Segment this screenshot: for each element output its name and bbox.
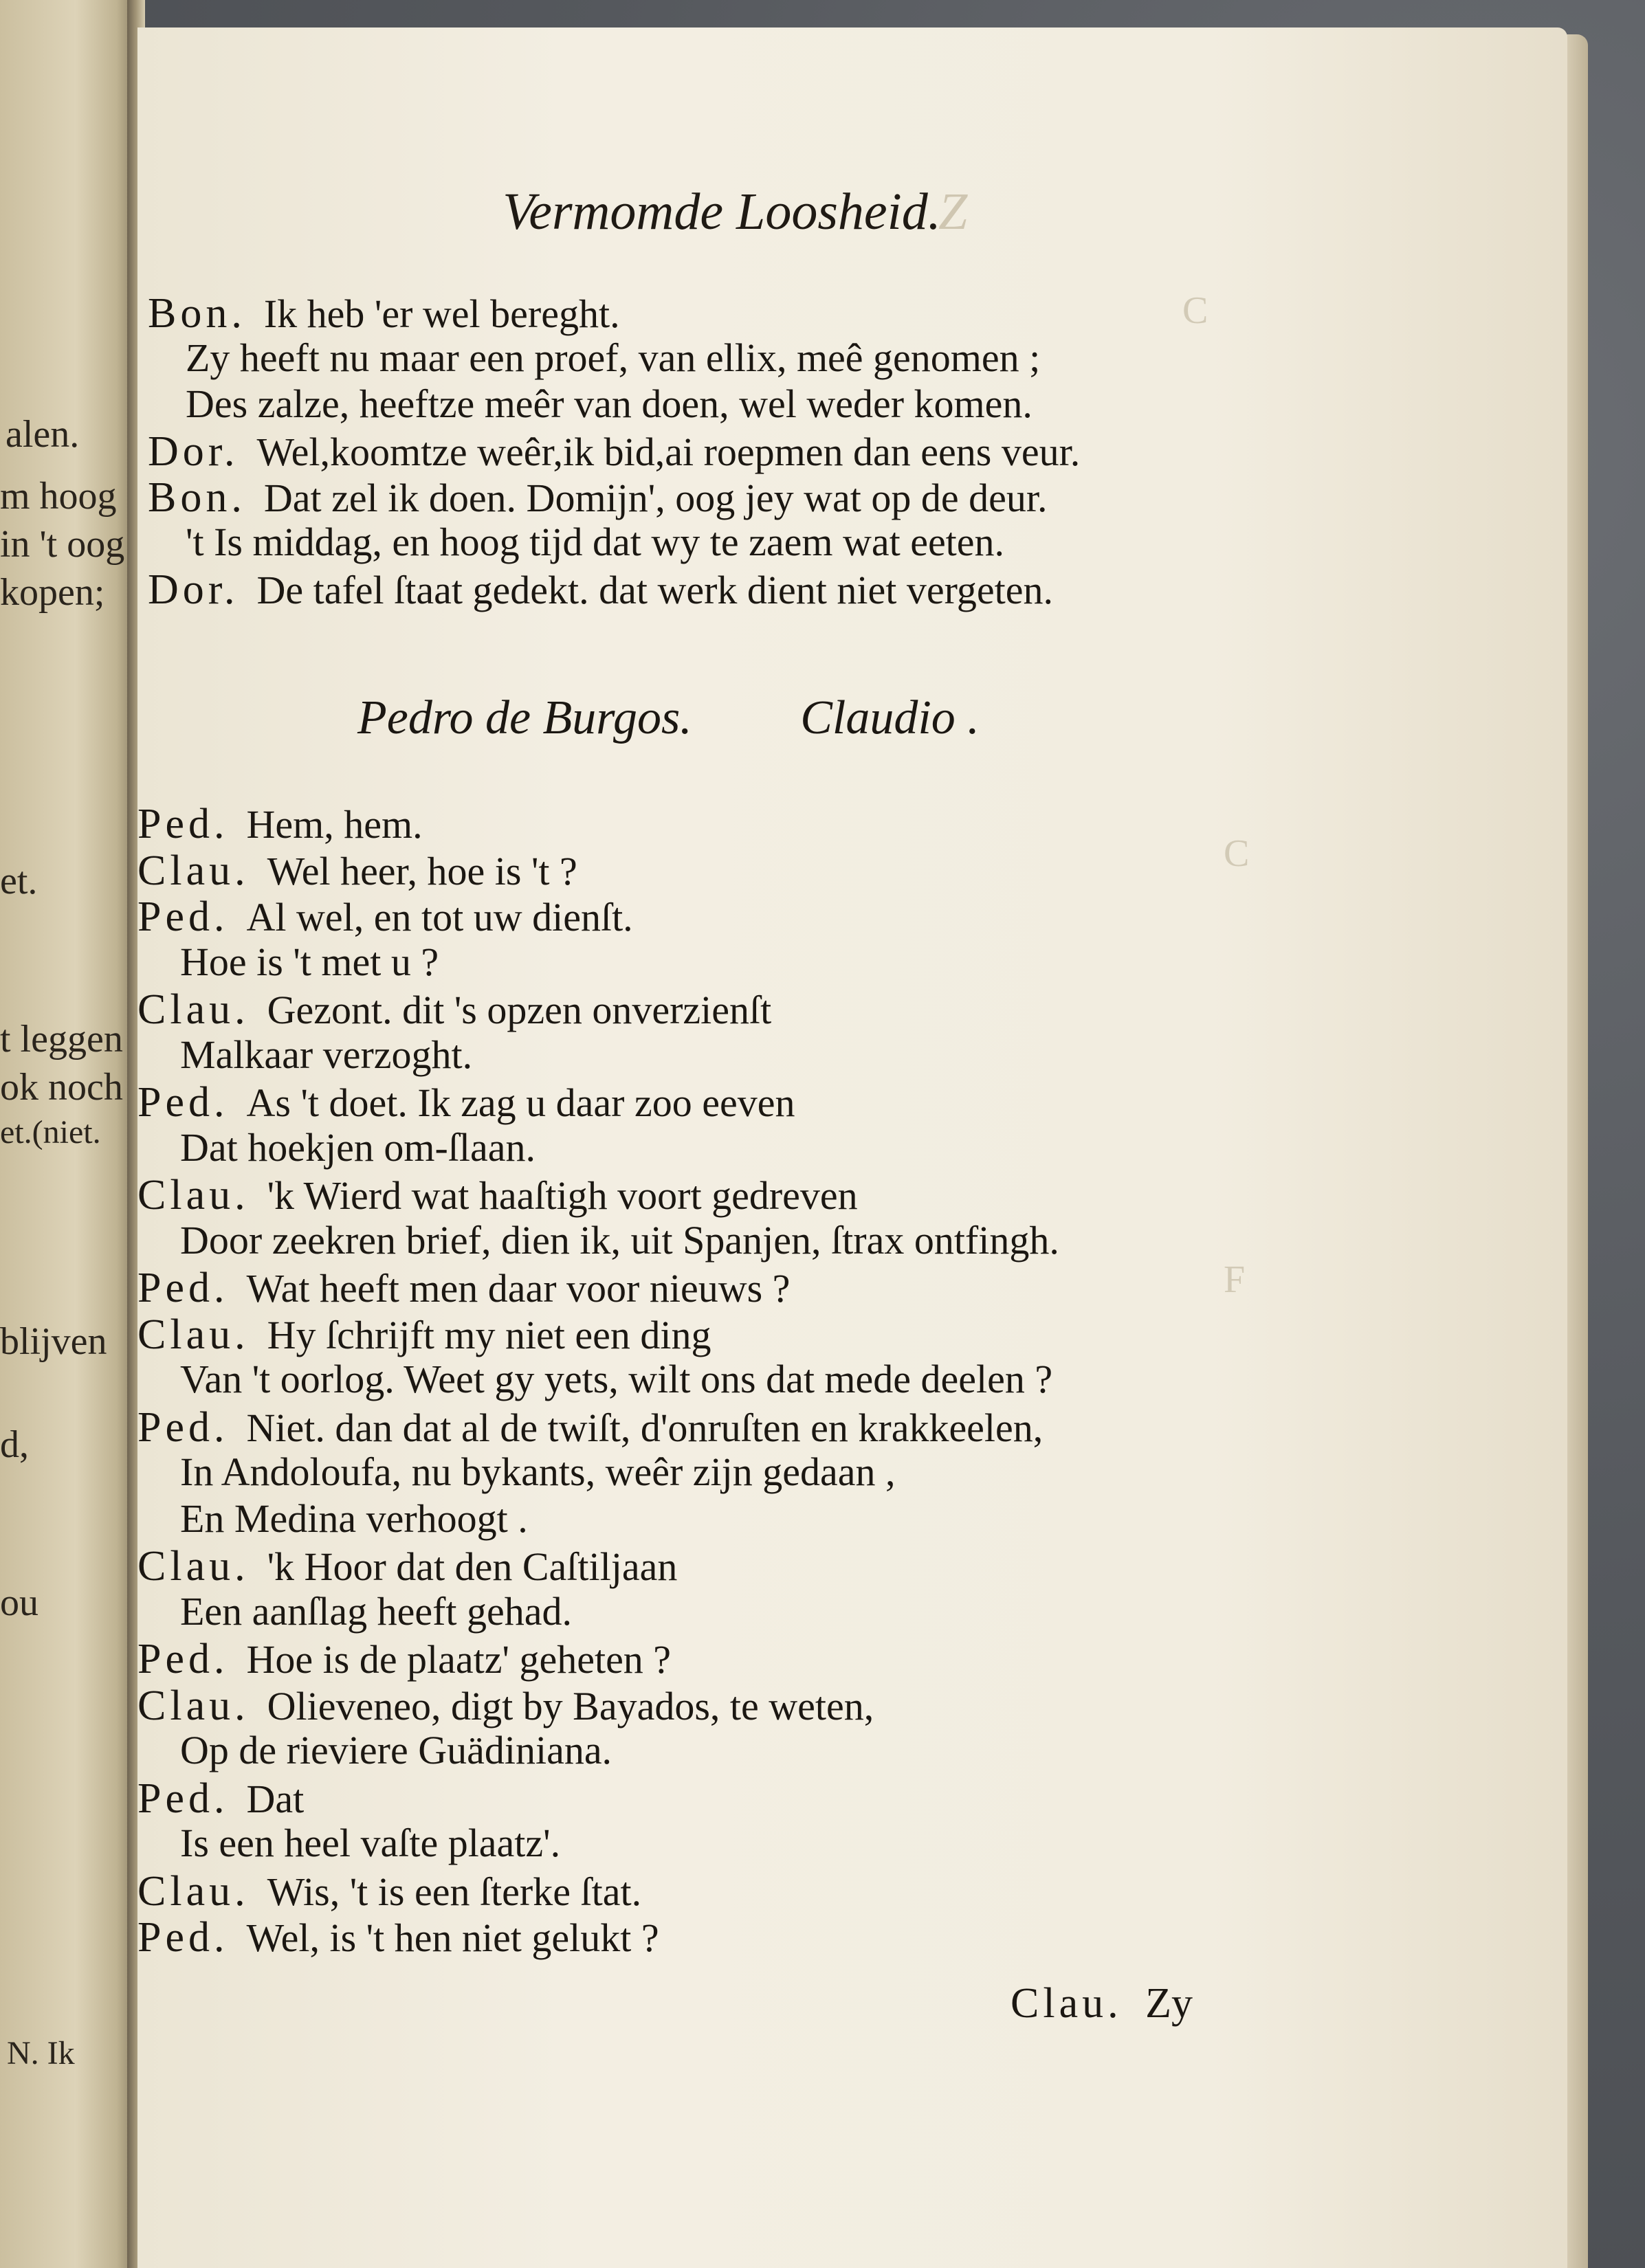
facing-fragment: blijven: [0, 1320, 107, 1363]
facing-fragment: in 't oog: [0, 523, 125, 566]
dialogue-line: [137, 803, 423, 845]
line-text: Van 't oorlog. Weet gy yets, wilt ons dat mede deelen ?: [180, 1357, 1053, 1401]
dialogue-line: [180, 1217, 1059, 1263]
dialogue-line: [148, 292, 620, 335]
line-text: Des zalze, heeftze meêr van doen, wel weder komen.: [186, 381, 1033, 426]
speaker-name: Clau.: [137, 1867, 250, 1915]
dialogue-line: [137, 988, 771, 1031]
line-text: Op de rieviere Guädiniana.: [180, 1728, 612, 1772]
dialogue-line: [180, 1032, 473, 1077]
running-head: Vermomde Loosheid.: [503, 183, 941, 241]
speaker-name: Bon.: [148, 290, 246, 337]
dialogue-line: [180, 1728, 612, 1772]
line-text: Dat zel ik doen. Domijn', oog jey wat op de deur.: [263, 476, 1048, 520]
speaker-name: Clau.: [137, 1543, 250, 1590]
dialogue-line: [186, 335, 1041, 380]
facing-fragment: N. Ik: [7, 2035, 75, 2071]
dialogue-line: [180, 1823, 560, 1863]
dialogue-line: [180, 1359, 1052, 1399]
show-through-mark: C: [1182, 289, 1208, 332]
line-text: Malkaar verzoght.: [180, 1032, 473, 1077]
dialogue-line: [148, 430, 1080, 473]
catchword: [1011, 1979, 1193, 2028]
line-text: Hy ſchrijft my niet een ding: [267, 1312, 711, 1357]
line-text: 'k Wierd wat haaſtigh voort gedreven: [267, 1173, 858, 1218]
dialogue-line: [180, 1496, 528, 1541]
line-text: Door zeekren brief, dien ik, uit Spanjen, ſtrax ontfingh.: [180, 1217, 1059, 1263]
line-text: Dat: [246, 1776, 305, 1821]
dialogue-line: [186, 522, 1004, 562]
line-text: Olieveneo, digt by Bayados, te weten,: [267, 1683, 874, 1728]
line-text: In Andoloufa, nu bykants, weêr zijn gedaan ,: [180, 1449, 896, 1494]
speaker-name: Clau.: [137, 986, 250, 1033]
speaker-name: Clau.: [137, 847, 250, 894]
line-text: Wel, is 't hen niet gelukt ?: [246, 1915, 659, 1960]
speaker-name: Ped.: [137, 1265, 229, 1311]
line-text: 'k Hoor dat den Caſtiljaan: [267, 1544, 678, 1589]
dialogue-line: [180, 1124, 536, 1170]
line-text: Wel heer, hoe is 't ?: [267, 848, 577, 893]
line-text: De tafel ſtaat gedekt. dat werk dient niet vergeten.: [256, 568, 1053, 612]
facing-fragment: et.(niet.: [0, 1114, 101, 1150]
line-text: Hoe is 't met u ?: [180, 939, 439, 984]
speaker-name: Clau.: [137, 1682, 250, 1729]
dialogue-line: [137, 1403, 1044, 1451]
facing-fragment: et.: [0, 860, 38, 902]
line-text: Wis, 't is een ſterke ſtat.: [267, 1869, 642, 1914]
speaker-name: Ped.: [137, 1636, 229, 1682]
dialogue-line: [137, 1682, 874, 1729]
facing-fragment: ok noch: [0, 1066, 123, 1109]
dialogue-line: [137, 1172, 858, 1219]
speaker-name: Dor.: [148, 566, 239, 613]
facing-fragment: d,: [0, 1423, 29, 1466]
dialogue-line: [137, 849, 577, 892]
line-text: Zy heeft nu maar een proef, van ellix, meê genomen ;: [186, 335, 1041, 380]
dialogue-line: [137, 1916, 659, 1959]
dialogue-line: [137, 1545, 677, 1588]
dialogue-line: [180, 1449, 896, 1494]
speaker-name: Ped.: [137, 1775, 229, 1822]
facing-fragment: m hoog: [0, 475, 117, 518]
speaker-name: Ped.: [137, 893, 229, 940]
catchword-speaker: Clau.: [1011, 1980, 1123, 2027]
line-text: As 't doet. Ik zag u daar zoo eeven: [246, 1080, 795, 1125]
line-text: Is een heel vaſte plaatz'.: [180, 1821, 561, 1865]
line-text: Wat heeft men daar voor nieuws ?: [246, 1266, 791, 1311]
facing-page-edge: [0, 0, 137, 2268]
show-through-mark: C: [1224, 832, 1250, 875]
speaker-name: Bon.: [148, 474, 246, 521]
line-text: Een aanſlag heeft gehad.: [180, 1588, 573, 1634]
catchword-word: Zy: [1145, 1980, 1193, 2027]
dialogue-line: [137, 1313, 711, 1356]
dialogue-line: [137, 1081, 795, 1124]
speaker-name: Ped.: [137, 1914, 229, 1961]
speaker-name: Clau.: [137, 1311, 250, 1358]
dialogue-line: [137, 893, 633, 940]
scene-heading: [357, 691, 1076, 746]
facing-fragment: kopen;: [0, 571, 105, 614]
line-text: Gezont. dit 's opzen onverzienſt: [267, 988, 772, 1032]
dialogue-line: [180, 1588, 573, 1634]
speaker-name: Dor.: [148, 428, 239, 475]
dialogue-line: [137, 1867, 642, 1915]
dialogue-line: [137, 1777, 304, 1820]
line-text: 't Is middag, en hoog tijd dat wy te zaem wat eeten.: [186, 520, 1005, 564]
dialogue-line: [137, 1638, 671, 1680]
line-text: Hem, hem.: [246, 802, 423, 847]
facing-fragment: alen.: [5, 413, 80, 456]
facing-fragment: t leggen: [0, 1018, 123, 1060]
line-text: Al wel, en tot uw dienſt.: [246, 895, 633, 940]
facing-fragment: ou: [0, 1581, 38, 1624]
line-text: En Medina verhoogt .: [180, 1496, 528, 1541]
line-text: Wel,koomtze weêr,ik bid,ai roepmen dan eens veur.: [256, 430, 1081, 474]
dialogue-line: [148, 476, 1047, 519]
line-text: Dat hoekjen om-ſlaan.: [180, 1124, 536, 1170]
show-through-mark: F: [1224, 1258, 1246, 1301]
speaker-name: Clau.: [137, 1172, 250, 1219]
character-name: Pedro de Burgos.: [357, 691, 692, 744]
line-text: Niet. dan dat al de twiſt, d'onruſten en krakkeelen,: [246, 1405, 1044, 1450]
speaker-name: Ped.: [137, 1403, 229, 1451]
character-name: Claudio .: [800, 691, 980, 744]
line-text: Hoe is de plaatz' geheten ?: [246, 1637, 672, 1682]
dialogue-line: [148, 568, 1053, 611]
line-text: Ik heb 'er wel bereght.: [263, 291, 620, 336]
speaker-name: Ped.: [137, 801, 229, 847]
dialogue-line: [137, 1267, 790, 1309]
dialogue-line: [186, 381, 1033, 426]
dialogue-line: [180, 939, 439, 984]
page-number-ghost: Z: [938, 183, 968, 241]
speaker-name: Ped.: [137, 1079, 229, 1126]
